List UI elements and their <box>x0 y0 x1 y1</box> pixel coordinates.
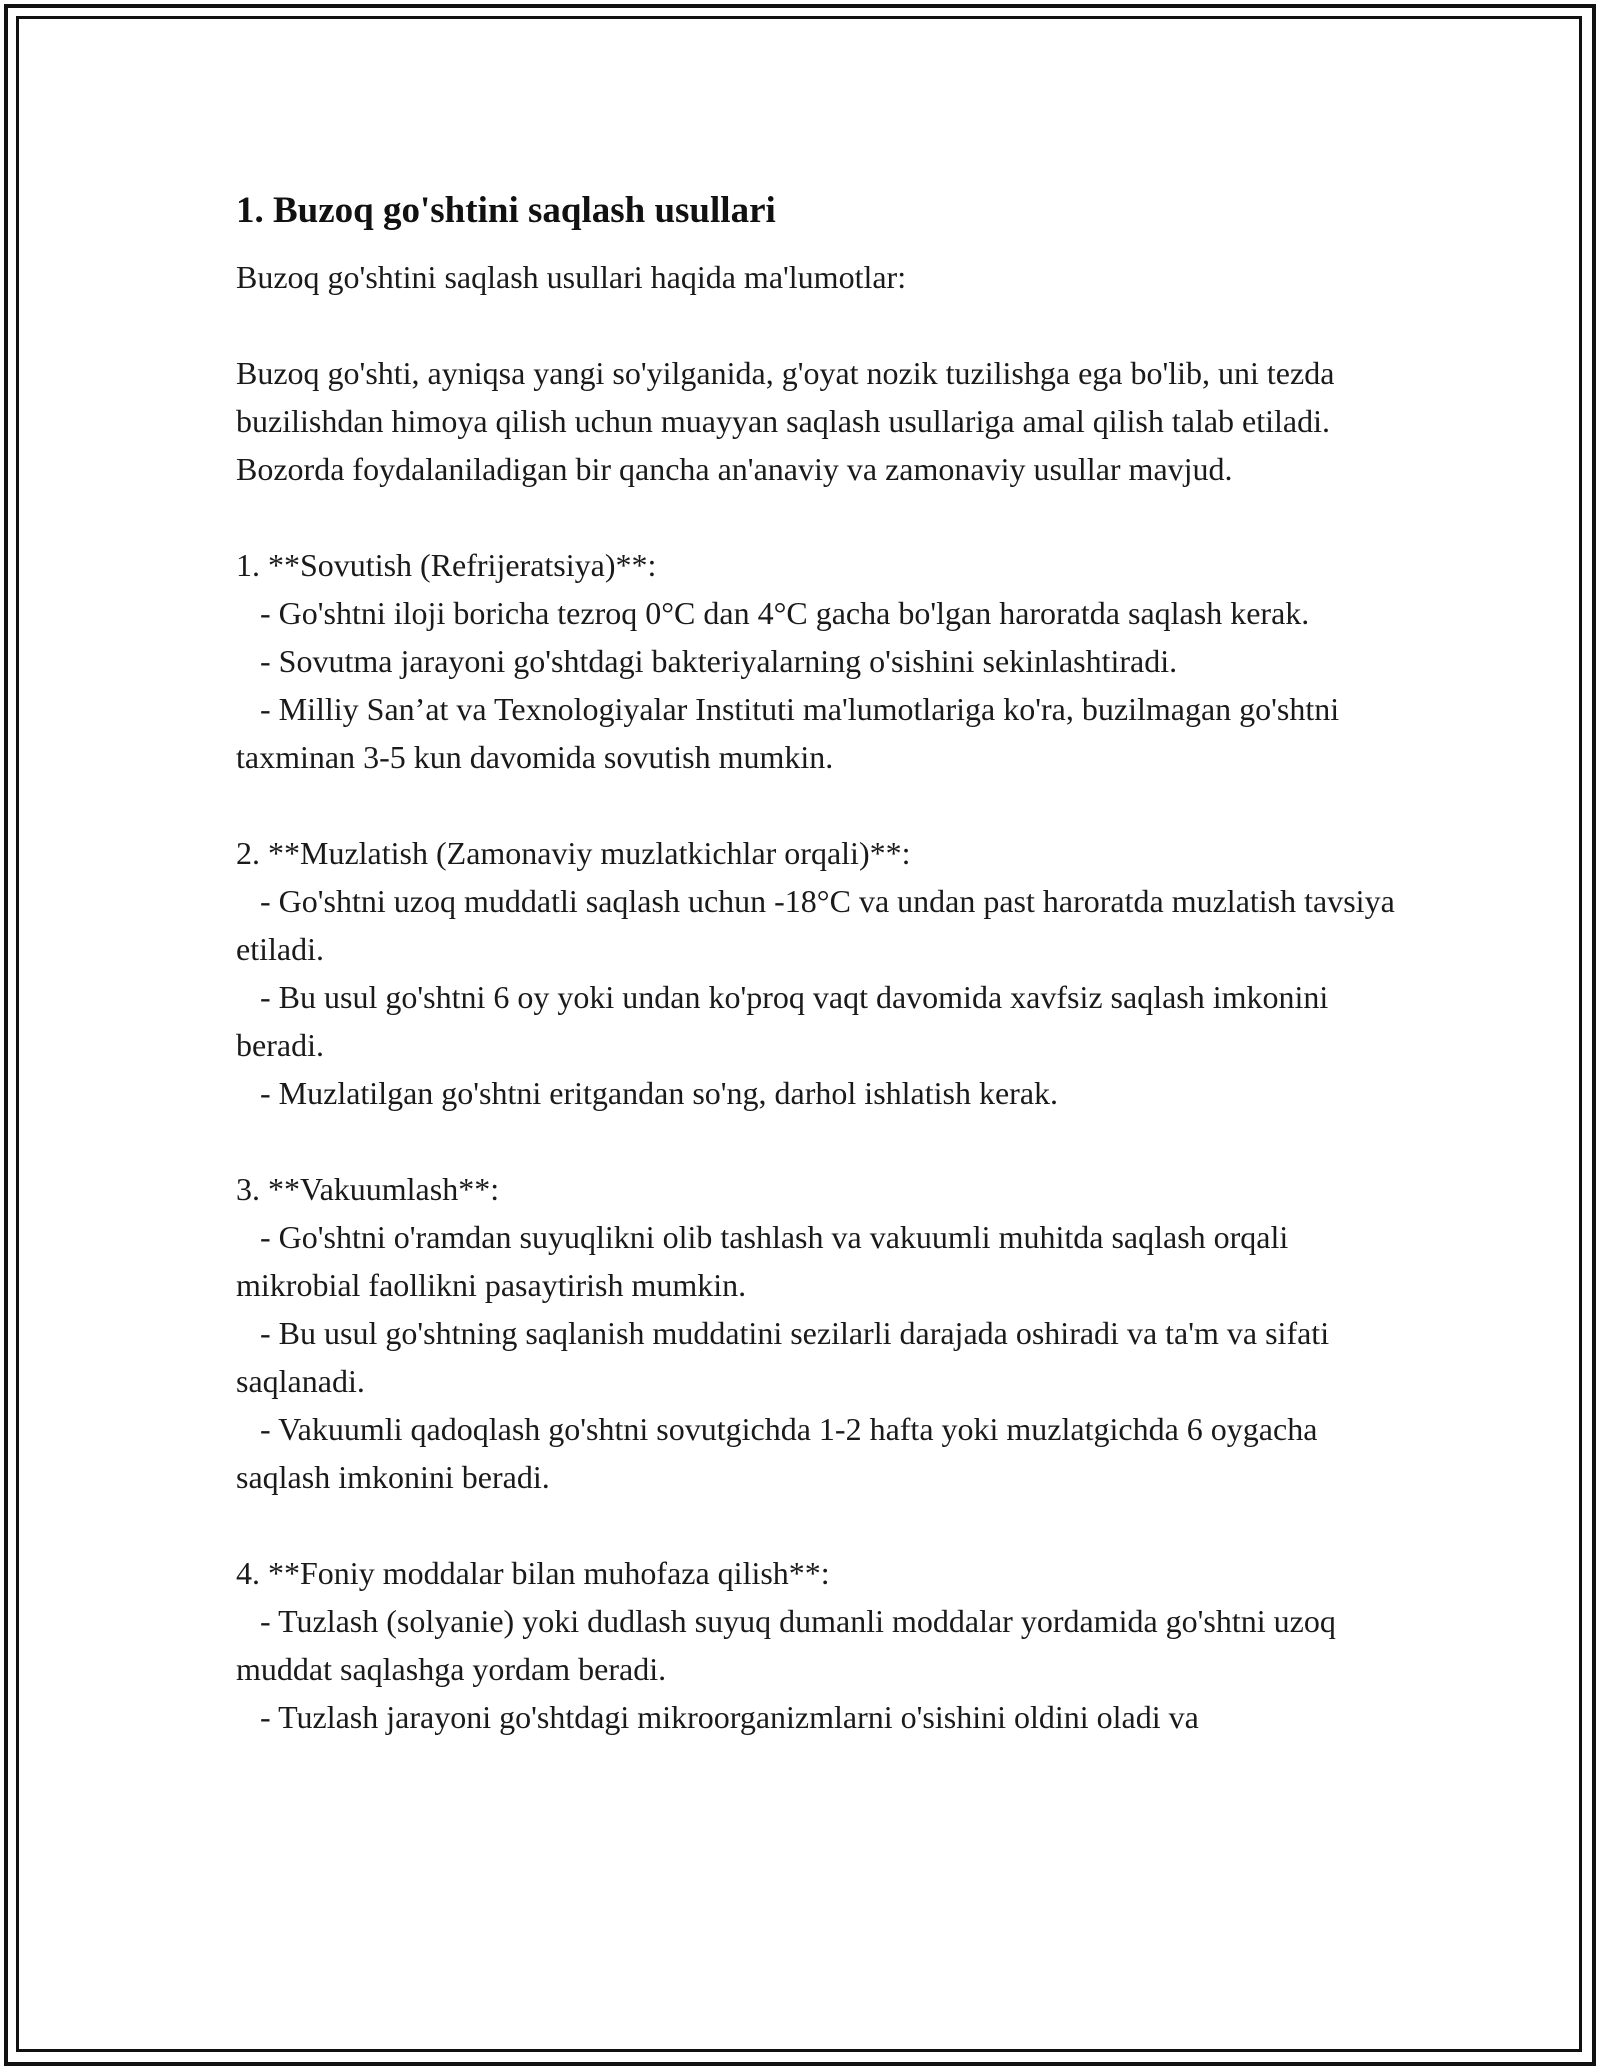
bullet-item: - Go'shtni iloji boricha tezroq 0°C dan 4°C gacha bo'lgan haroratda saqlash kerak. <box>236 595 1310 631</box>
section-heading: 4. **Foniy moddalar bilan muhofaza qilish**: <box>236 1555 830 1591</box>
bullet-item: - Tuzlash jarayoni go'shtdagi mikroorganizmlarni o'sishini oldini oladi va <box>236 1699 1199 1735</box>
bullet-item: - Sovutma jarayoni go'shtdagi bakteriyalarning o'sishini sekinlashtiradi. <box>236 643 1178 679</box>
intro-line: Buzoq go'shtini saqlash usullari haqida ma'lumotlar: <box>236 259 907 295</box>
bullet-item: - Vakuumli qadoqlash go'shtni sovutgichda 1-2 hafta yoki muzlatgichda 6 oygacha saqlash imkonini beradi. <box>236 1411 1326 1495</box>
section-vacuum <box>236 1165 1396 1501</box>
bullet-item: - Go'shtni o'ramdan suyuqlikni olib tashlash va vakuumli muhitda saqlash orqali mikrobial faollikni pasaytirish mumkin. <box>236 1219 1297 1303</box>
section-preservatives <box>236 1549 1396 1741</box>
bullet-item: - Bu usul go'shtni 6 oy yoki undan ko'proq vaqt davomida xavfsiz saqlash imkonini beradi. <box>236 979 1337 1063</box>
section-heading: 3. **Vakuumlash**: <box>236 1171 500 1207</box>
bullet-item: - Tuzlash (solyanie) yoki dudlash suyuq dumanli moddalar yordamida go'shtni uzoq muddat saqlashga yordam beradi. <box>236 1603 1344 1687</box>
section-heading: 1. **Sovutish (Refrijeratsiya)**: <box>236 547 657 583</box>
intro-paragraph: Buzoq go'shti, ayniqsa yangi so'yilganida, g'oyat nozik tuzilishga ega bo'lib, uni tezda buzilishdan himoya qilish uchun muayyan saqlash usullariga amal qilish talab etiladi. Bozorda foydalaniladigan bir qancha an'anaviy va zamonaviy usullar mavjud. <box>236 355 1335 487</box>
document-body <box>236 185 1403 1741</box>
bullet-item: - Go'shtni uzoq muddatli saqlash uchun -18°C va undan past haroratda muzlatish tavsiya etiladi. <box>236 883 1403 967</box>
section-freezing <box>236 829 1403 1117</box>
bullet-item: - Milliy San’at va Texnologiyalar Instituti ma'lumotlariga ko'ra, buzilmagan go'shtni taxminan 3-5 kun davomida sovutish mumkin. <box>236 691 1348 775</box>
section-refrigeration <box>236 541 1396 781</box>
section-heading: 2. **Muzlatish (Zamonaviy muzlatkichlar orqali)**: <box>236 835 911 871</box>
bullet-item: - Bu usul go'shtning saqlanish muddatini sezilarli darajada oshiradi va ta'm va sifati saqlanadi. <box>236 1315 1338 1399</box>
document-title: 1. Buzoq go'shtini saqlash usullari <box>236 190 776 231</box>
bullet-item: - Muzlatilgan go'shtni eritgandan so'ng, darhol ishlatish kerak. <box>236 1075 1059 1111</box>
